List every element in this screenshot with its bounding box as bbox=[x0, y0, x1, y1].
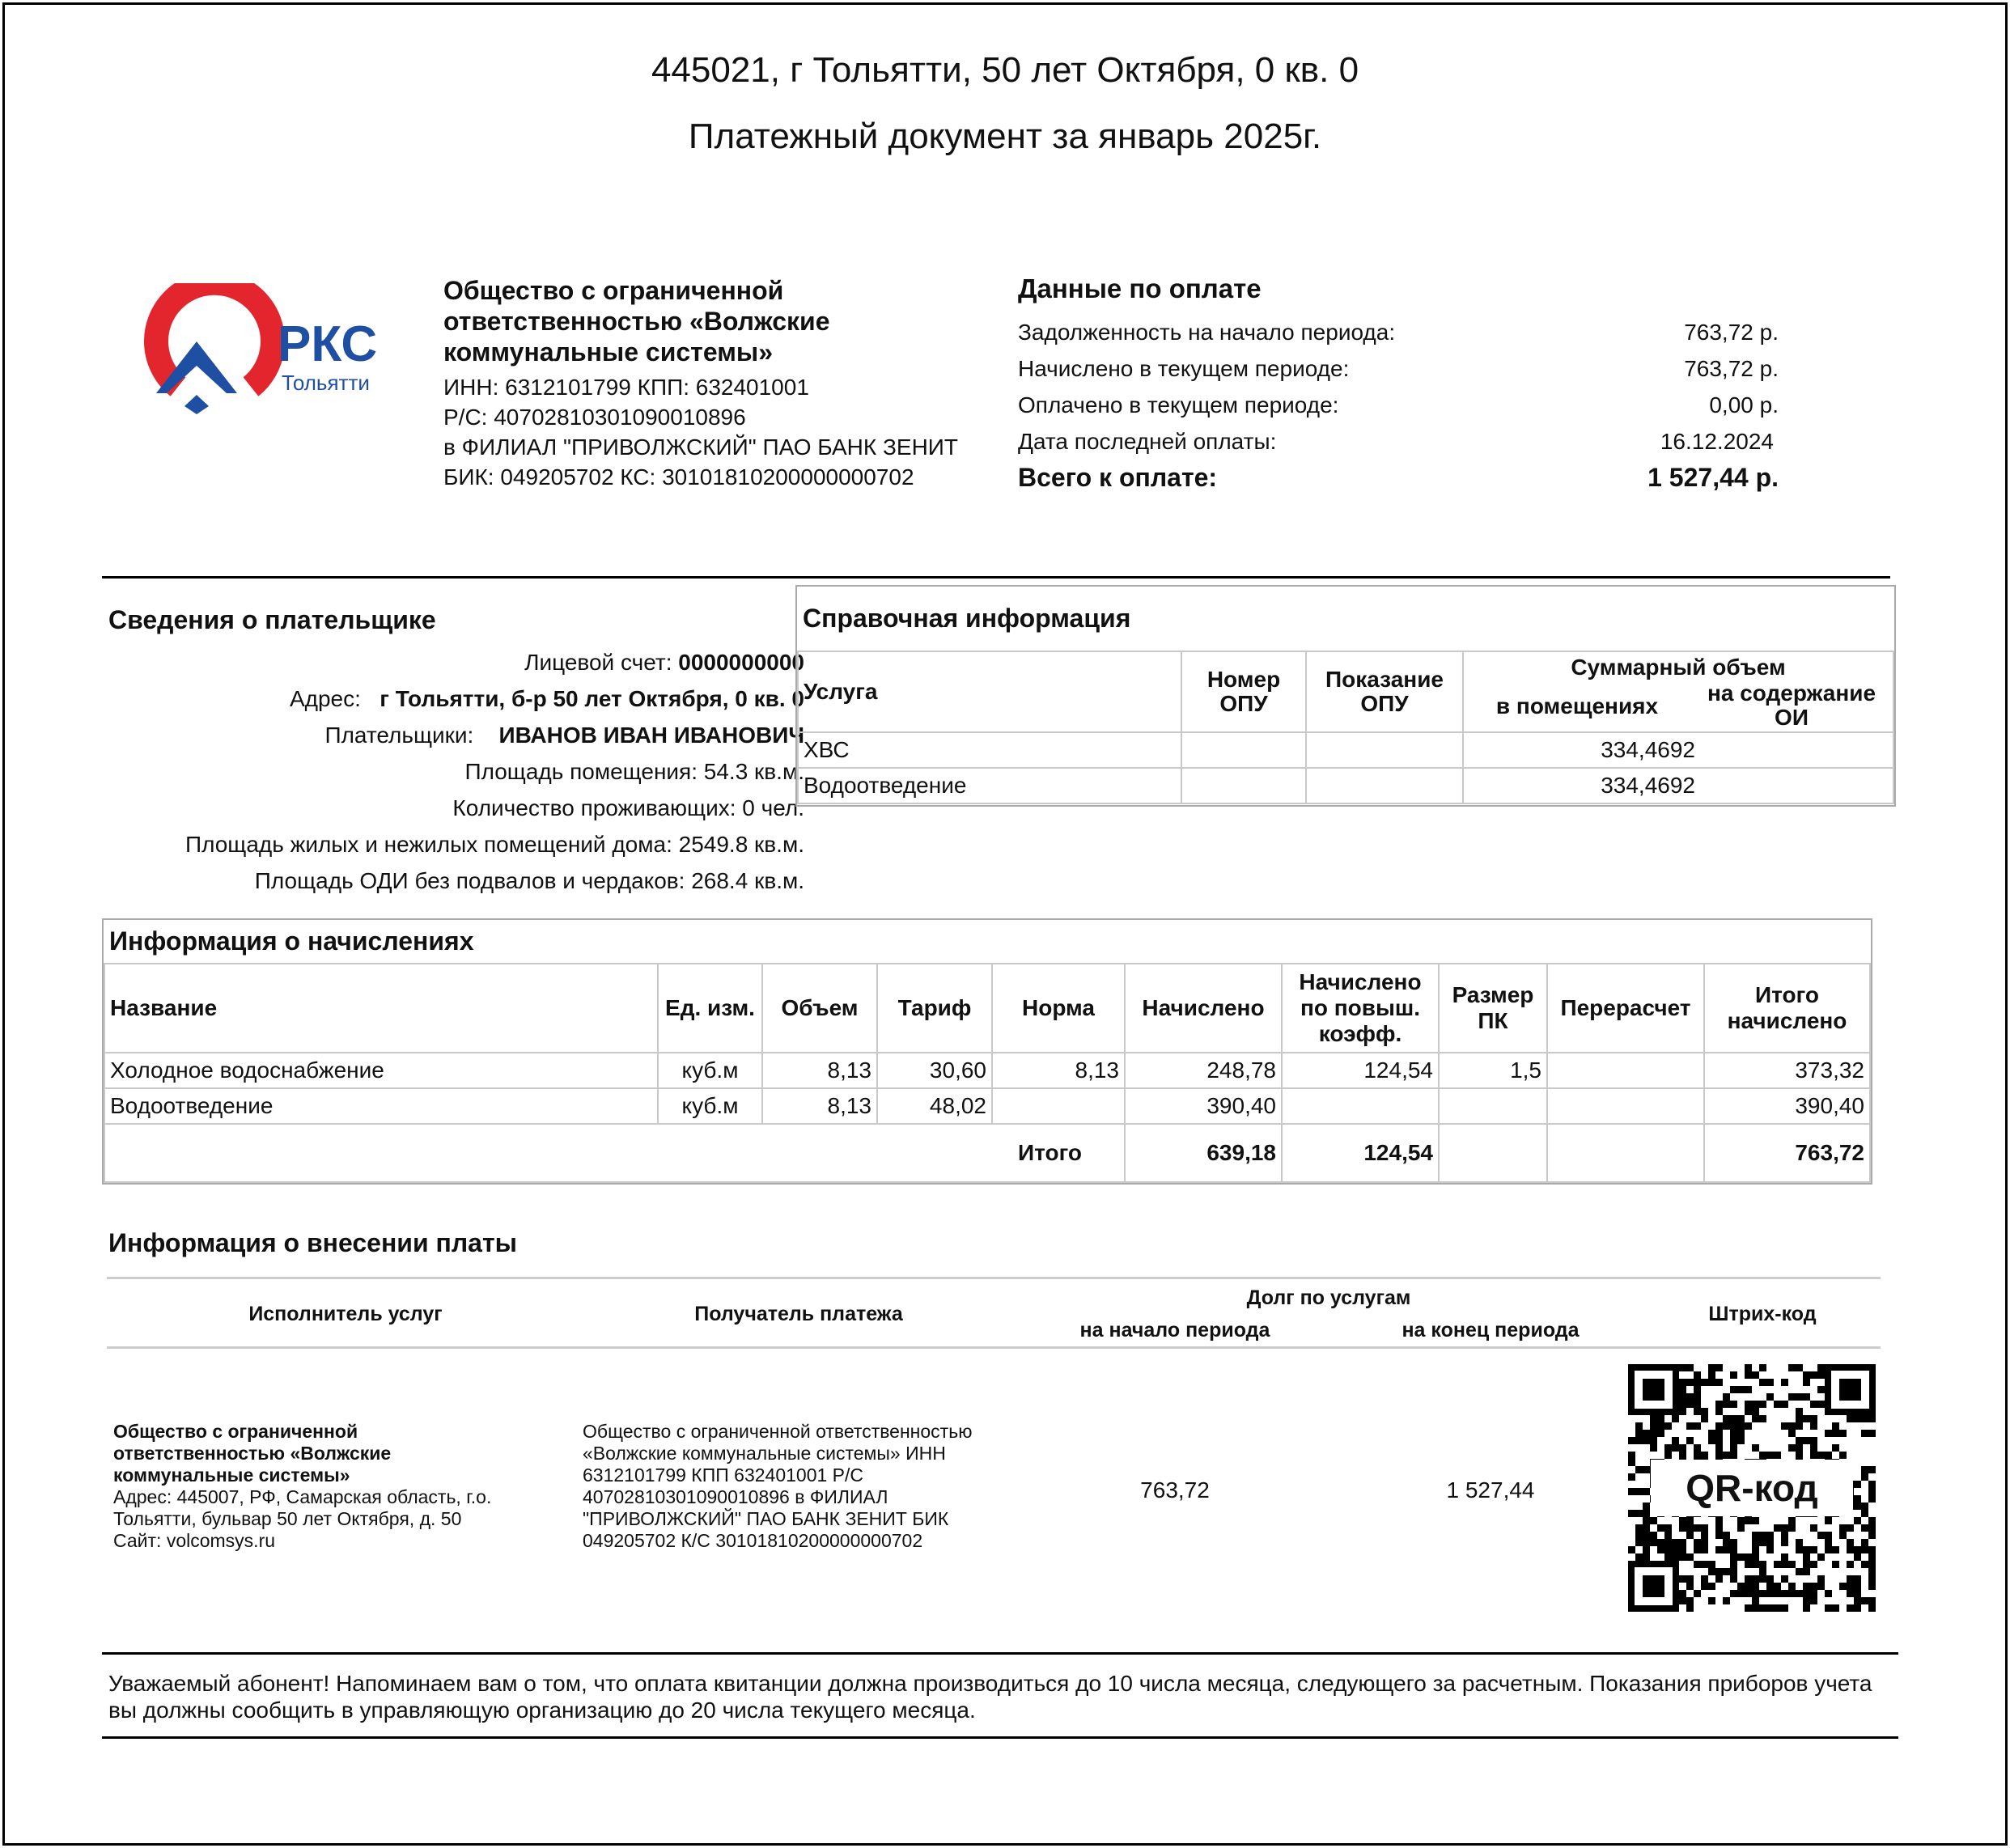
payment-total-row bbox=[1018, 460, 1868, 496]
payer-line: Количество проживающих: 0 чел. bbox=[452, 795, 804, 820]
col-executor: Исполнитель услуг bbox=[248, 1303, 443, 1325]
qr-label: QR-код bbox=[1651, 1460, 1853, 1516]
total-volume-label: Суммарный объем bbox=[1571, 655, 1786, 680]
address-value: г Тольятти, б-р 50 лет Октября, 0 кв. 0 bbox=[380, 686, 804, 711]
ref-oi bbox=[1744, 768, 1893, 803]
ref-service: ХВС bbox=[798, 732, 1181, 768]
total-charged: 639,18 bbox=[1125, 1124, 1282, 1182]
cell-increased bbox=[1282, 1088, 1439, 1124]
cell-recalc bbox=[1547, 1088, 1704, 1124]
payer-heading: Сведения о плательщике bbox=[108, 605, 436, 634]
executor-site: Сайт: volcomsys.ru bbox=[113, 1530, 276, 1551]
org-line: ИНН: 6312101799 КПП: 632401001 bbox=[443, 375, 809, 400]
divider bbox=[102, 576, 1890, 579]
row-value: 763,72 р. bbox=[1684, 356, 1779, 381]
charges-heading: Информация о начислениях bbox=[104, 920, 1870, 964]
debt-start-value: 763,72 bbox=[1140, 1477, 1210, 1503]
col-total: Итого начислено bbox=[1704, 964, 1870, 1053]
col-opu-number: Номер ОПУ bbox=[1181, 651, 1306, 732]
cell-tariff: 30,60 bbox=[877, 1053, 992, 1088]
col-increased: Начислено по повыш. коэфф. bbox=[1282, 964, 1439, 1053]
document-address: 445021, г Тольятти, 50 лет Октября, 0 кв. 0 bbox=[651, 50, 1359, 90]
col-unit: Ед. изм. bbox=[658, 964, 762, 1053]
col-norm: Норма bbox=[992, 964, 1125, 1053]
divider bbox=[102, 1652, 1898, 1655]
notice-text: Уважаемый абонент! Напоминаем вам о том, что оплата квитанции должна производиться до 10 числа месяца, следующего за расчетным. Показания приборов учета вы должны сообщить в управляющую организацию до 20 числа текущего месяца. bbox=[108, 1671, 1872, 1723]
executor-address: Адрес: 445007, РФ, Самарская область, г.о. Тольятти, бульвар 50 лет Октября, д. 50 bbox=[113, 1486, 492, 1529]
executor-cell bbox=[113, 1421, 534, 1552]
col-name: Название bbox=[104, 964, 658, 1053]
charges-table bbox=[102, 918, 1872, 1185]
debt-end-value: 1 527,44 bbox=[1446, 1477, 1535, 1503]
cell-name: Холодное водоснабжение bbox=[104, 1053, 658, 1088]
row-label: Начислено в текущем периоде: bbox=[1018, 356, 1350, 381]
in-premises-label: в помещениях bbox=[1495, 693, 1659, 718]
payer-line: Площадь ОДИ без подвалов и чердаков: 268.4 кв.м. bbox=[254, 868, 804, 893]
org-line: в ФИЛИАЛ "ПРИВОЛЖСКИЙ" ПАО БАНК ЗЕНИТ bbox=[443, 434, 959, 460]
qr-code bbox=[1628, 1364, 1876, 1612]
row-label: Дата последней оплаты: bbox=[1018, 429, 1277, 454]
account-value: 0000000000 bbox=[678, 650, 804, 675]
payer-block bbox=[108, 605, 804, 899]
payment-data-heading: Данные по оплате bbox=[1018, 273, 1262, 303]
cell-norm bbox=[992, 1088, 1125, 1124]
reference-table bbox=[795, 585, 1896, 807]
payers-label: Плательщики: bbox=[324, 723, 474, 748]
cell-norm: 8,13 bbox=[992, 1053, 1125, 1088]
col-total-volume bbox=[1463, 651, 1893, 732]
cell-volume: 8,13 bbox=[762, 1088, 877, 1124]
col-barcode: Штрих-код bbox=[1708, 1303, 1817, 1325]
cell-tariff: 48,02 bbox=[877, 1088, 992, 1124]
col-recipient: Получатель платежа bbox=[694, 1303, 903, 1325]
payer-account bbox=[108, 644, 804, 680]
ref-service: Водоотведение bbox=[798, 768, 1181, 803]
logo-subtext: Тольятти bbox=[282, 371, 370, 395]
col-pk-size: Размер ПК bbox=[1439, 964, 1547, 1053]
col-charged: Начислено bbox=[1125, 964, 1282, 1053]
cell-volume: 8,13 bbox=[762, 1053, 877, 1088]
org-line: БИК: 049205702 КС: 30101810200000000702 bbox=[443, 464, 914, 490]
payment-data-block bbox=[1018, 273, 1868, 496]
divider bbox=[102, 1736, 1898, 1739]
ref-in-premises: 334,4692 bbox=[1463, 732, 1744, 768]
ref-opu-reading bbox=[1306, 732, 1463, 768]
address-label: Адрес: bbox=[289, 686, 361, 711]
payment-row bbox=[1018, 314, 1868, 350]
total-pk-size bbox=[1439, 1124, 1547, 1182]
total-label: Итого bbox=[104, 1124, 1125, 1182]
payment-row bbox=[1018, 423, 1868, 460]
org-line: Р/С: 40702810301090010896 bbox=[443, 405, 746, 430]
charges-total-row bbox=[104, 1124, 1870, 1182]
payer-line: Площадь жилых и нежилых помещений дома: 2549.8 кв.м. bbox=[184, 832, 804, 857]
reference-row bbox=[798, 732, 1893, 768]
cell-pk-size: 1,5 bbox=[1439, 1053, 1547, 1088]
cell-recalc bbox=[1547, 1053, 1704, 1088]
col-debt-end: на конец периода bbox=[1401, 1319, 1580, 1341]
oi-label: на содержание ОИ bbox=[1707, 680, 1876, 730]
organization-block bbox=[443, 275, 1010, 492]
charges-row bbox=[104, 1088, 1870, 1124]
account-label: Лицевой счет: bbox=[524, 650, 672, 675]
charges-row bbox=[104, 1053, 1870, 1088]
payment-row bbox=[1018, 387, 1868, 423]
ref-oi bbox=[1744, 732, 1893, 768]
executor-name: Общество с ограниченной ответственностью «Волжские коммунальные системы» bbox=[113, 1421, 392, 1486]
recipient-cell: Общество с ограниченной ответственностью «Волжские коммунальные системы» ИНН 6312101799 КПП 632401001 Р/С 40702810301090010896 в ФИЛИАЛ "ПРИВОЛЖСКИЙ" ПАО БАНК ЗЕНИТ БИК 049205702 К/С 30101810200000000702 bbox=[583, 1421, 973, 1551]
cell-unit: куб.м bbox=[658, 1053, 762, 1088]
reference-heading: Справочная информация bbox=[798, 587, 1893, 651]
col-recalc: Перерасчет bbox=[1547, 964, 1704, 1053]
reference-row bbox=[798, 768, 1893, 803]
row-value: 16.12.2024 bbox=[1660, 429, 1774, 454]
payment-row bbox=[1018, 350, 1868, 387]
organization-name: Общество с ограниченной ответственностью «Волжские коммунальные системы» bbox=[443, 276, 830, 367]
ref-opu-number bbox=[1181, 732, 1306, 768]
payers-value: ИВАНОВ ИВАН ИВАНОВИЧ bbox=[498, 723, 804, 748]
payer-address bbox=[108, 680, 804, 717]
total-label: Всего к оплате: bbox=[1018, 463, 1218, 492]
row-value: 0,00 р. bbox=[1709, 392, 1779, 417]
payer-names bbox=[108, 717, 804, 753]
cell-increased: 124,54 bbox=[1282, 1053, 1439, 1088]
total-increased: 124,54 bbox=[1282, 1124, 1439, 1182]
cell-name: Водоотведение bbox=[104, 1088, 658, 1124]
ref-opu-reading bbox=[1306, 768, 1463, 803]
col-tariff: Тариф bbox=[877, 964, 992, 1053]
cell-unit: куб.м bbox=[658, 1088, 762, 1124]
col-debt: Долг по услугам bbox=[1246, 1286, 1411, 1309]
ref-in-premises: 334,4692 bbox=[1463, 768, 1744, 803]
document-title: Платежный документ за январь 2025г. bbox=[688, 117, 1322, 156]
row-label: Задолженность на начало периода: bbox=[1018, 320, 1396, 345]
row-value: 763,72 р. bbox=[1684, 320, 1779, 345]
total-value: 1 527,44 р. bbox=[1647, 463, 1779, 492]
row-label: Оплачено в текущем периоде: bbox=[1018, 392, 1339, 417]
col-volume: Объем bbox=[762, 964, 877, 1053]
cell-pk-size bbox=[1439, 1088, 1547, 1124]
cell-charged: 248,78 bbox=[1125, 1053, 1282, 1088]
total-recalc bbox=[1547, 1124, 1704, 1182]
rks-logo bbox=[136, 283, 395, 421]
cell-charged: 390,40 bbox=[1125, 1088, 1282, 1124]
ref-opu-number bbox=[1181, 768, 1306, 803]
cell-total: 390,40 bbox=[1704, 1088, 1870, 1124]
col-debt-start: на начало периода bbox=[1079, 1319, 1270, 1341]
col-service: Услуга bbox=[798, 651, 1181, 732]
cell-total: 373,32 bbox=[1704, 1053, 1870, 1088]
payment-info-table bbox=[107, 1277, 1881, 1617]
payment-info-heading: Информация о внесении платы bbox=[108, 1228, 517, 1257]
col-opu-reading: Показание ОПУ bbox=[1306, 651, 1463, 732]
payer-line: Площадь помещения: 54.3 кв.м. bbox=[464, 759, 804, 784]
total-final: 763,72 bbox=[1704, 1124, 1870, 1182]
logo-text: РКС bbox=[278, 316, 378, 372]
